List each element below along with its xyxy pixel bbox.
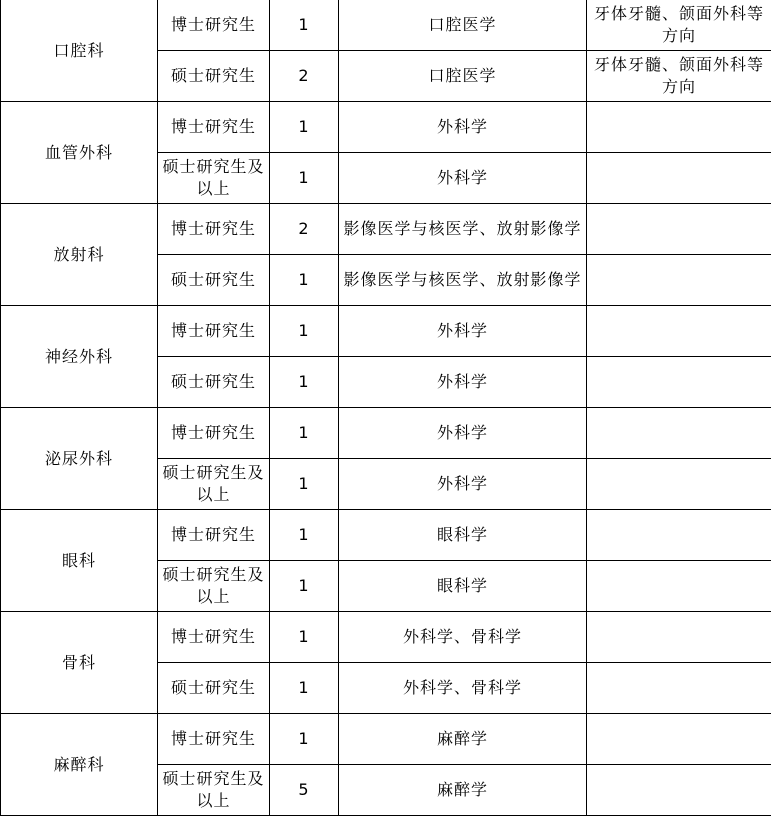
degree-cell: 硕士研究生及以上 [158,765,270,816]
department-cell: 泌尿外科 [1,408,158,510]
count-cell: 1 [270,357,339,408]
degree-cell: 硕士研究生 [158,357,270,408]
count-cell: 1 [270,102,339,153]
degree-cell: 博士研究生 [158,612,270,663]
table-row [1,612,771,663]
degree-cell: 博士研究生 [158,102,270,153]
major-cell: 眼科学 [339,510,587,561]
major-cell: 口腔医学 [339,0,587,51]
note-cell [587,765,771,816]
degree-cell: 硕士研究生 [158,51,270,102]
degree-cell: 硕士研究生 [158,255,270,306]
table-row [1,408,771,459]
note-cell [587,255,771,306]
note-cell [587,357,771,408]
note-cell: 牙体牙髓、颌面外科等方向 [587,0,771,51]
department-cell: 放射科 [1,204,158,306]
major-cell: 外科学 [339,102,587,153]
table-row [1,510,771,561]
count-cell: 1 [270,306,339,357]
department-cell: 神经外科 [1,306,158,408]
department-cell: 骨科 [1,612,158,714]
degree-cell: 硕士研究生及以上 [158,459,270,510]
major-cell: 外科学、骨科学 [339,612,587,663]
note-cell [587,102,771,153]
department-cell: 眼科 [1,510,158,612]
major-cell: 外科学、骨科学 [339,663,587,714]
note-cell [587,153,771,204]
major-cell: 外科学 [339,153,587,204]
department-cell: 口腔科 [1,0,158,102]
note-cell [587,204,771,255]
count-cell: 1 [270,153,339,204]
note-cell: 牙体牙髓、颌面外科等方向 [587,51,771,102]
degree-cell: 硕士研究生及以上 [158,153,270,204]
note-cell [587,408,771,459]
recruitment-table-body [1,0,771,816]
count-cell: 1 [270,663,339,714]
degree-cell: 硕士研究生及以上 [158,561,270,612]
table-row [1,714,771,765]
count-cell: 1 [270,0,339,51]
count-cell: 5 [270,765,339,816]
degree-cell: 硕士研究生 [158,663,270,714]
count-cell: 1 [270,612,339,663]
major-cell: 影像医学与核医学、放射影像学 [339,255,587,306]
table-row [1,306,771,357]
note-cell [587,561,771,612]
count-cell: 1 [270,714,339,765]
count-cell: 1 [270,510,339,561]
department-cell: 麻醉科 [1,714,158,816]
table-row [1,204,771,255]
count-cell: 1 [270,561,339,612]
major-cell: 麻醉学 [339,714,587,765]
degree-cell: 博士研究生 [158,408,270,459]
department-cell: 血管外科 [1,102,158,204]
note-cell [587,306,771,357]
major-cell: 眼科学 [339,561,587,612]
degree-cell: 博士研究生 [158,0,270,51]
major-cell: 外科学 [339,306,587,357]
major-cell: 影像医学与核医学、放射影像学 [339,204,587,255]
note-cell [587,714,771,765]
note-cell [587,663,771,714]
major-cell: 外科学 [339,459,587,510]
count-cell: 1 [270,255,339,306]
major-cell: 麻醉学 [339,765,587,816]
count-cell: 2 [270,51,339,102]
major-cell: 口腔医学 [339,51,587,102]
note-cell [587,459,771,510]
degree-cell: 博士研究生 [158,510,270,561]
major-cell: 外科学 [339,408,587,459]
degree-cell: 博士研究生 [158,714,270,765]
note-cell [587,612,771,663]
major-cell: 外科学 [339,357,587,408]
table-row [1,0,771,51]
count-cell: 1 [270,459,339,510]
note-cell [587,510,771,561]
degree-cell: 博士研究生 [158,306,270,357]
count-cell: 1 [270,408,339,459]
table-row [1,102,771,153]
degree-cell: 博士研究生 [158,204,270,255]
count-cell: 2 [270,204,339,255]
